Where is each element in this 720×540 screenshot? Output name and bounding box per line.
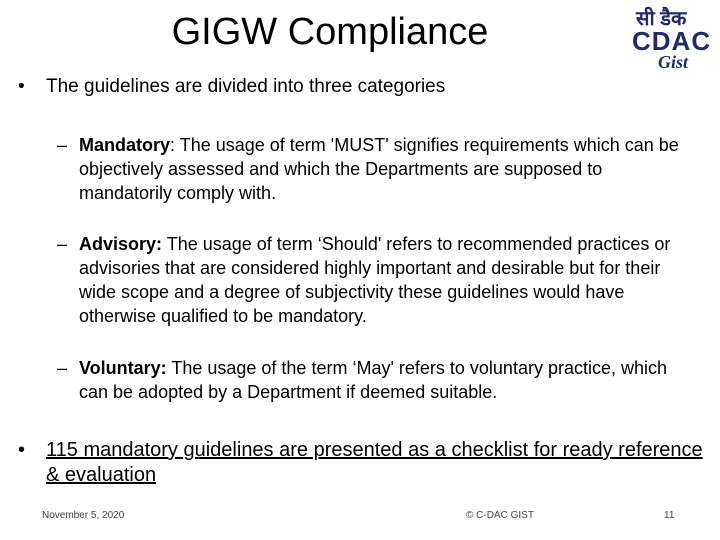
term-mandatory: Mandatory <box>79 135 171 155</box>
logo-cdac-text: CDAC <box>632 26 712 56</box>
voluntary-description: The usage of the term ‘May' refers to voluntary practice, which can be adopted by a Department if deemed suitable. <box>79 358 667 402</box>
term-advisory: Advisory: <box>79 234 163 254</box>
mandatory-description: : The usage of term 'MUST' signifies requirements which can be objectively assessed and which the Departments are supposed to mandatorily comply with. <box>79 135 679 203</box>
bullet-marker: • <box>18 439 26 461</box>
slide-title: GIGW Compliance <box>171 11 489 53</box>
logo-gist-text: Gist <box>658 52 689 72</box>
bullet-marker: • <box>18 76 25 97</box>
sub-item-voluntary <box>57 356 697 404</box>
sub-item-mandatory <box>57 133 697 205</box>
sub-item-text <box>79 133 697 205</box>
footer-copyright: © C-DAC GIST <box>466 510 534 521</box>
bullet-text: The guidelines are divided into three categories <box>46 76 446 97</box>
sub-item-text <box>79 232 697 328</box>
advisory-description: The usage of term ‘Should' refers to recommended practices or advisories that are considered highly important and desirable but for their wide scope and a degree of subjectivity these guidelines would have otherwise qualified to be mandatory. <box>79 234 671 326</box>
sub-item-advisory <box>57 232 697 328</box>
dash-marker: – <box>57 234 68 254</box>
footer-date: November 5, 2020 <box>42 510 125 521</box>
sub-item-text <box>79 356 697 404</box>
checklist-link-text[interactable]: 115 mandatory guidelines are presented as a checklist for ready reference & evaluation <box>46 439 703 486</box>
logo-hindi-text: सी डैक <box>636 8 687 30</box>
bullet-checklist <box>18 438 708 488</box>
dash-marker: – <box>57 135 68 155</box>
cdac-gist-logo <box>630 4 716 76</box>
footer-page-number: 11 <box>664 510 675 521</box>
bullet-categories <box>18 74 708 99</box>
dash-marker: – <box>57 358 68 378</box>
term-voluntary: Voluntary: <box>79 358 167 378</box>
